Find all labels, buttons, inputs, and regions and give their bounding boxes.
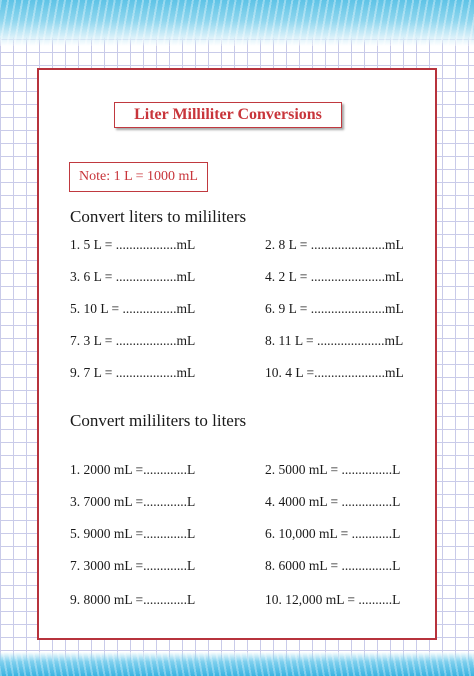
- note-box: Note: 1 L = 1000 mL: [69, 162, 208, 192]
- problem-6: 6. 9 L = ......................mL: [265, 301, 404, 316]
- problem-ml-9: 9. 8000 mL =.............L: [70, 592, 196, 607]
- problem-ml-10: 10. 12,000 mL = ..........L: [265, 592, 401, 607]
- problem-5: 5. 10 L = ................mL: [70, 301, 196, 316]
- problem-ml-1: 1. 2000 mL =.............L: [70, 462, 196, 477]
- bottom-decorative-band: [0, 652, 474, 676]
- problem-7: 7. 3 L = ..................mL: [70, 333, 196, 348]
- problem-ml-8: 8. 6000 mL = ...............L: [265, 558, 401, 573]
- problem-ml-6: 6. 10,000 mL = ............L: [265, 526, 401, 541]
- problem-ml-7: 7. 3000 mL =.............L: [70, 558, 196, 573]
- problem-4: 4. 2 L = ......................mL: [265, 269, 404, 284]
- worksheet-frame: [37, 68, 437, 640]
- section-liters-to-ml-heading: Convert liters to mililiters: [70, 207, 247, 226]
- section-ml-to-liters-heading: Convert mililiters to liters: [70, 411, 247, 430]
- problem-10: 10. 4 L =.....................mL: [265, 365, 404, 380]
- problem-3: 3. 6 L = ..................mL: [70, 269, 196, 284]
- worksheet-title: Liter Milliliter Conversions: [114, 102, 342, 128]
- problem-8: 8. 11 L = ....................mL: [265, 333, 404, 348]
- problem-ml-3: 3. 7000 mL =.............L: [70, 494, 196, 509]
- problem-ml-5: 5. 9000 mL =.............L: [70, 526, 196, 541]
- problem-2: 2. 8 L = ......................mL: [265, 237, 404, 252]
- problem-1: 1. 5 L = ..................mL: [70, 237, 196, 252]
- problem-ml-4: 4. 4000 mL = ...............L: [265, 494, 401, 509]
- problem-ml-2: 2. 5000 mL = ...............L: [265, 462, 401, 477]
- problem-9: 9. 7 L = ..................mL: [70, 365, 196, 380]
- top-decorative-band: [0, 0, 474, 46]
